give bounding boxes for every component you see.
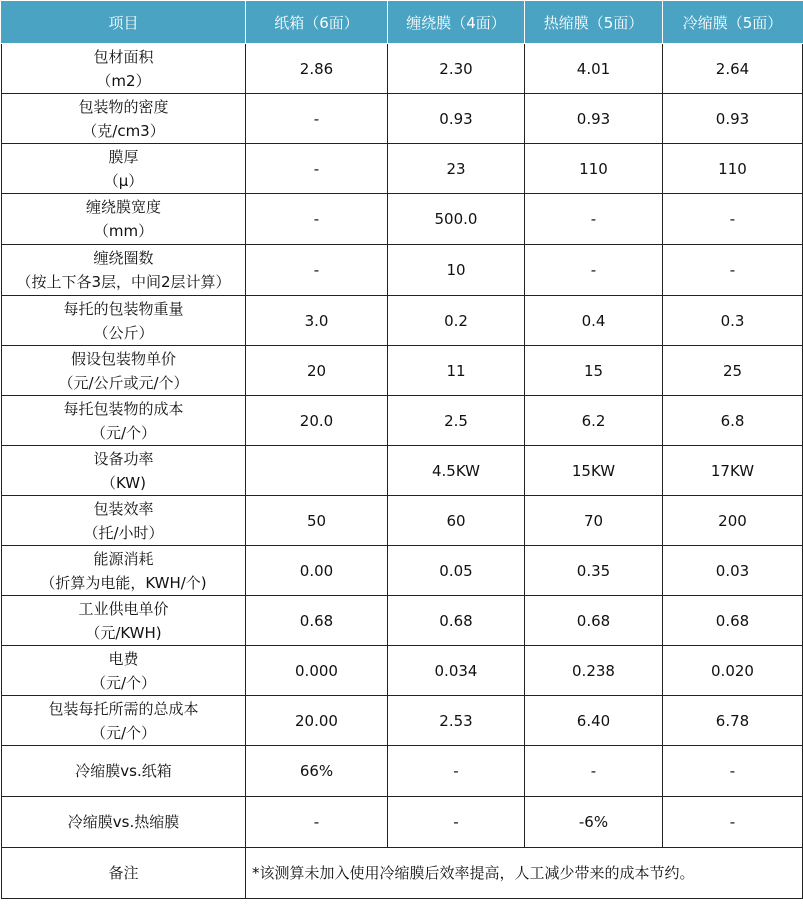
row-label-unit: （元/KWH) xyxy=(85,623,162,642)
row-label xyxy=(2,94,246,144)
row-label xyxy=(2,144,246,194)
cell-stretch-film: 60 xyxy=(388,496,525,546)
table-row xyxy=(2,496,803,546)
row-label-unit: （元/个） xyxy=(90,423,157,442)
row-label-unit: （托/小时） xyxy=(83,523,164,542)
cell-shrink-film: -6% xyxy=(525,797,663,848)
cell-shrink-film: 110 xyxy=(525,144,663,194)
cell-stretch-film: 500.0 xyxy=(388,194,525,245)
header-carton: 纸箱（6面） xyxy=(246,2,388,44)
cell-carton xyxy=(246,446,388,496)
table-row xyxy=(2,296,803,346)
cell-shrink-film: 70 xyxy=(525,496,663,546)
cell-shrink-film: 0.93 xyxy=(525,94,663,144)
table-row xyxy=(2,546,803,596)
table-row xyxy=(2,596,803,646)
cell-shrink-film: 15 xyxy=(525,346,663,396)
table-row xyxy=(2,44,803,94)
row-label-main: 每托的包装物重量 xyxy=(63,299,184,318)
row-label-unit: （KW) xyxy=(101,473,146,492)
header-row xyxy=(2,2,803,44)
cell-shrink-film: - xyxy=(525,746,663,797)
cell-carton: 50 xyxy=(246,496,388,546)
cell-shrink-film: - xyxy=(525,245,663,296)
table-row xyxy=(2,746,803,797)
cell-shrink-film: 4.01 xyxy=(525,44,663,94)
cost-comparison-table xyxy=(1,1,803,899)
cell-carton: - xyxy=(246,245,388,296)
table-row xyxy=(2,396,803,446)
cell-stretch-film: 0.05 xyxy=(388,546,525,596)
cell-stretch-film: 0.034 xyxy=(388,646,525,696)
table-row xyxy=(2,194,803,245)
cell-carton: - xyxy=(246,94,388,144)
row-label-main: 包装每托所需的总成本 xyxy=(48,699,199,718)
row-label-main: 包装物的密度 xyxy=(78,97,169,116)
row-label-unit: （按上下各3层，中间2层计算） xyxy=(16,273,231,291)
row-label xyxy=(2,396,246,446)
row-label-unit: （克/cm3） xyxy=(82,121,165,140)
row-label-main: 电费 xyxy=(108,649,139,668)
cell-stretch-film: 0.68 xyxy=(388,596,525,646)
cell-carton: - xyxy=(246,194,388,245)
row-label-main: 缠绕圈数 xyxy=(93,249,154,267)
row-label xyxy=(2,346,246,396)
table-row xyxy=(2,646,803,696)
row-label: 冷缩膜vs.热缩膜 xyxy=(2,797,246,848)
row-label-main: 包材面积 xyxy=(93,47,154,66)
header-cold-stretch-film: 冷缩膜（5面） xyxy=(663,2,803,44)
cell-cold-stretch-film: 17KW xyxy=(663,446,803,496)
row-label-unit: （元/公斤或元/个） xyxy=(58,373,189,392)
cell-stretch-film: 10 xyxy=(388,245,525,296)
table-row xyxy=(2,797,803,848)
cell-shrink-film: 6.40 xyxy=(525,696,663,746)
table-row xyxy=(2,144,803,194)
cell-cold-stretch-film: 0.3 xyxy=(663,296,803,346)
cell-shrink-film: 6.2 xyxy=(525,396,663,446)
row-label-main: 包装效率 xyxy=(93,499,154,518)
row-label-main: 膜厚 xyxy=(108,147,139,166)
cell-cold-stretch-film: 25 xyxy=(663,346,803,396)
cell-carton: 0.68 xyxy=(246,596,388,646)
cell-stretch-film: - xyxy=(388,746,525,797)
cell-carton: - xyxy=(246,797,388,848)
row-label-main: 工业供电单价 xyxy=(78,599,169,618)
cell-cold-stretch-film: 0.03 xyxy=(663,546,803,596)
cell-shrink-film: - xyxy=(525,194,663,245)
row-label-unit: （折算为电能，KWH/个) xyxy=(40,573,207,592)
row-label xyxy=(2,646,246,696)
row-label xyxy=(2,546,246,596)
cell-cold-stretch-film: 110 xyxy=(663,144,803,194)
row-label-unit: （m2） xyxy=(96,71,151,90)
cell-stretch-film: 4.5KW xyxy=(388,446,525,496)
cell-cold-stretch-film: 200 xyxy=(663,496,803,546)
row-label xyxy=(2,696,246,746)
cell-cold-stretch-film: 6.8 xyxy=(663,396,803,446)
remark-text: *该测算未加入使用冷缩膜后效率提高，人工减少带来的成本节约。 xyxy=(246,848,803,899)
cell-cold-stretch-film: 2.64 xyxy=(663,44,803,94)
header-stretch-film: 缠绕膜（4面） xyxy=(388,2,525,44)
cell-carton: 66% xyxy=(246,746,388,797)
cell-shrink-film: 0.238 xyxy=(525,646,663,696)
cell-stretch-film: 2.53 xyxy=(388,696,525,746)
cell-stretch-film: 2.30 xyxy=(388,44,525,94)
table-row xyxy=(2,696,803,746)
cell-carton: 0.00 xyxy=(246,546,388,596)
cell-cold-stretch-film: - xyxy=(663,245,803,296)
header-item: 项目 xyxy=(2,2,246,44)
row-label-unit: （μ） xyxy=(103,171,144,190)
cell-stretch-film: 23 xyxy=(388,144,525,194)
cell-shrink-film: 0.35 xyxy=(525,546,663,596)
row-label xyxy=(2,245,246,296)
cell-carton: 2.86 xyxy=(246,44,388,94)
row-label xyxy=(2,44,246,94)
cell-shrink-film: 0.68 xyxy=(525,596,663,646)
cell-stretch-film: 11 xyxy=(388,346,525,396)
header-shrink-film: 热缩膜（5面） xyxy=(525,2,663,44)
table-row xyxy=(2,446,803,496)
row-label xyxy=(2,596,246,646)
table-row xyxy=(2,346,803,396)
cell-carton: 20.0 xyxy=(246,396,388,446)
row-label-main: 能源消耗 xyxy=(93,549,154,568)
row-label: 冷缩膜vs.纸箱 xyxy=(2,746,246,797)
row-label-main: 假设包装物单价 xyxy=(70,349,176,368)
remark-row xyxy=(2,848,803,899)
cell-cold-stretch-film: 6.78 xyxy=(663,696,803,746)
cell-cold-stretch-film: 0.68 xyxy=(663,596,803,646)
row-label-unit: （元/个） xyxy=(90,723,157,742)
cell-cold-stretch-film: 0.020 xyxy=(663,646,803,696)
remark-label: 备注 xyxy=(2,848,246,899)
cell-stretch-film: - xyxy=(388,797,525,848)
cell-carton: 0.000 xyxy=(246,646,388,696)
cell-carton: 3.0 xyxy=(246,296,388,346)
cell-shrink-film: 15KW xyxy=(525,446,663,496)
cell-carton: 20.00 xyxy=(246,696,388,746)
cell-cold-stretch-film: - xyxy=(663,194,803,245)
row-label xyxy=(2,296,246,346)
row-label-unit: （mm） xyxy=(93,222,154,240)
row-label-unit: （公斤） xyxy=(93,323,154,342)
cell-stretch-film: 0.93 xyxy=(388,94,525,144)
row-label-unit: （元/个） xyxy=(90,673,157,692)
cell-carton: - xyxy=(246,144,388,194)
table-row xyxy=(2,245,803,296)
cell-cold-stretch-film: 0.93 xyxy=(663,94,803,144)
row-label xyxy=(2,496,246,546)
cell-carton: 20 xyxy=(246,346,388,396)
cell-cold-stretch-film: - xyxy=(663,797,803,848)
cell-stretch-film: 0.2 xyxy=(388,296,525,346)
row-label-main: 缠绕膜宽度 xyxy=(85,198,161,216)
row-label-main: 每托包装物的成本 xyxy=(63,399,184,418)
table-row xyxy=(2,94,803,144)
cell-shrink-film: 0.4 xyxy=(525,296,663,346)
cell-cold-stretch-film: - xyxy=(663,746,803,797)
row-label xyxy=(2,446,246,496)
row-label-main: 设备功率 xyxy=(93,449,154,468)
row-label xyxy=(2,194,246,245)
cell-stretch-film: 2.5 xyxy=(388,396,525,446)
